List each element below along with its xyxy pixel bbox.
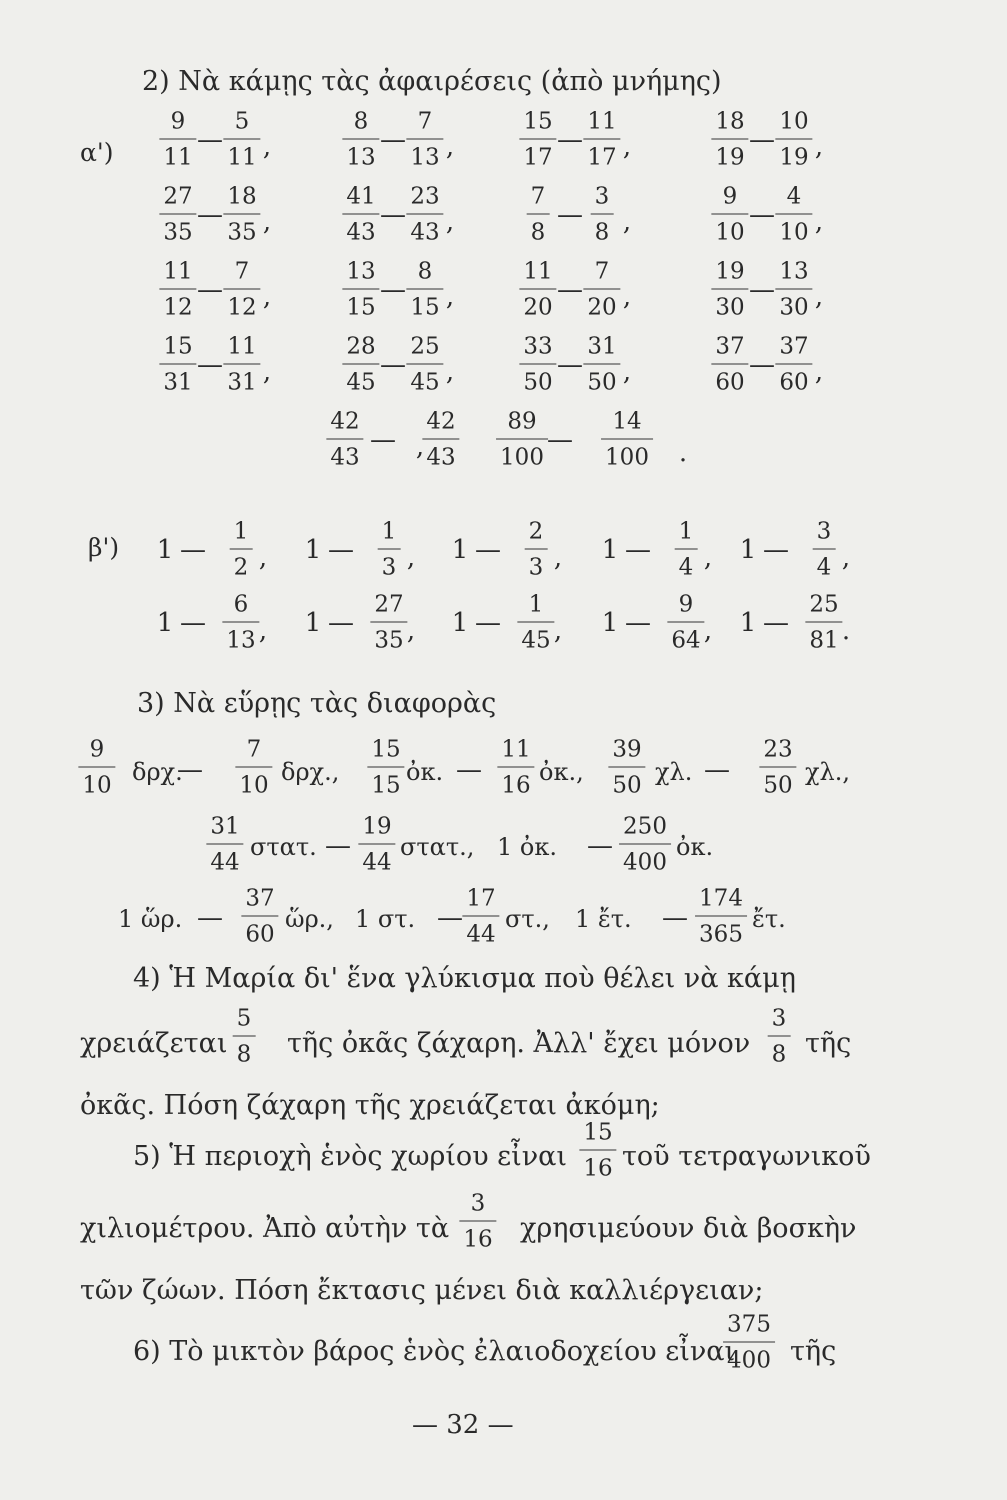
number-one: 1 [739,535,757,565]
comma: , [445,132,455,162]
comma: , [841,543,851,573]
minus-sign: — [557,125,583,155]
comma: , [262,207,272,237]
comma: , [445,207,455,237]
minus-sign: — [370,425,396,455]
fraction-subtrahend: 11 31 [223,336,260,395]
unit-chl: χλ., [805,758,851,786]
problem-6-line-1a: 6) Τὸ μικτὸν βάρος ἑνὸς ἐλαιοδοχείου εἶναι [133,1336,736,1367]
problem-5-line-2b: χρησιμεύουν διὰ βοσκὴν [520,1213,857,1244]
unit-stat: στατ., [400,833,475,861]
fraction: 7 10 [235,739,272,798]
problem-4-line-2b: τῆς ὀκᾶς ζάχαρη. Ἀλλ' ἔχει μόνον [287,1028,751,1059]
number-one: 1 [156,535,174,565]
comma: , [814,207,824,237]
minus-sign: — [380,200,406,230]
minus-sign: — [197,903,223,933]
comma: , [553,616,563,646]
problem-4-line-2a: χρειάζεται [80,1028,228,1059]
problem-4-fraction-a: 5 8 [233,1008,256,1067]
fraction: 15 15 [367,739,404,798]
number-one: 1 [304,535,322,565]
comma: , [622,282,632,312]
fraction: 23 50 [759,739,796,798]
minus-sign: — [547,425,573,455]
minus-sign: — [662,903,688,933]
comma: , [258,616,268,646]
period: . [841,616,851,646]
fraction-minuend: 9 11 [159,111,196,170]
minus-sign: — [437,903,463,933]
unit-oka: ὀκ. [676,833,714,861]
comma: , [703,616,713,646]
number-one: 1 [601,608,619,638]
one-year: 1 ἔτ. [575,905,632,933]
minus-sign: — [328,608,354,638]
one-oka: 1 ὀκ. [497,833,557,861]
fraction-subtrahend: 5 11 [223,111,260,170]
fraction: 9 64 [667,594,704,653]
fraction: 2 3 [525,521,548,580]
one-st: 1 στ. [355,905,416,933]
minus-sign: — [763,535,789,565]
comma: , [553,543,563,573]
fraction-subtrahend: 25 45 [406,336,443,395]
fraction-subtrahend: 7 12 [223,261,260,320]
problem-6-fraction-a: 375 400 [723,1314,775,1373]
fraction-subtrahend: 8 15 [406,261,443,320]
minus-sign: — [197,125,223,155]
minus-sign: — [475,608,501,638]
problem-5-line-1b: τοῦ τετραγωνικοῦ [622,1141,871,1172]
number-one: 1 [156,608,174,638]
part-beta-label: β') [88,533,120,562]
unit-stat: στατ. [250,833,317,861]
problem-4-line-2c: τῆς [805,1028,852,1059]
fraction-subtrahend: 4 10 [775,186,812,245]
fraction-minuend: 11 20 [519,261,556,320]
minus-sign: — [380,275,406,305]
fraction-subtrahend: 31 50 [583,336,620,395]
fraction-subtrahend: 18 35 [223,186,260,245]
minus-sign: — [456,755,482,785]
fraction-subtrahend: 42 43 [422,411,459,470]
fraction-minuend: 13 15 [342,261,379,320]
unit-oka: ὀκ. [406,758,444,786]
fraction-minuend: 7 8 [527,186,550,245]
fraction-subtrahend: 7 20 [583,261,620,320]
fraction-subtrahend: 14 100 [601,411,653,470]
minus-sign: — [749,275,775,305]
fraction-minuend: 89 100 [496,411,548,470]
minus-sign: — [328,535,354,565]
fraction-minuend: 11 12 [159,261,196,320]
comma: , [415,432,425,462]
fraction-subtrahend: 3 8 [591,186,614,245]
minus-sign: — [197,275,223,305]
fraction: 250 400 [619,816,671,875]
fraction: 31 44 [206,816,243,875]
problem-5-line-3: τῶν ζώων. Πόση ἔκτασις μένει διὰ καλλιέργειαν; [80,1275,764,1306]
minus-sign: — [587,831,613,861]
minus-sign: — [180,535,206,565]
problem-4-fraction-b: 3 8 [768,1008,791,1067]
comma: , [703,543,713,573]
minus-sign: — [763,608,789,638]
problem-5-line-2a: χιλιομέτρου. Ἀπὸ αὐτὴν τὰ [80,1213,450,1244]
fraction: 11 16 [497,739,534,798]
page-number: — 32 — [412,1410,514,1440]
comma: , [406,616,416,646]
minus-sign: — [380,125,406,155]
comma: , [445,357,455,387]
fraction-minuend: 42 43 [326,411,363,470]
comma: , [262,282,272,312]
problem-4-line-3: ὀκᾶς. Πόση ζάχαρη τῆς χρειάζεται ἀκόμη; [80,1090,660,1121]
unit-drachma: δρχ., [281,758,340,786]
fraction: 1 3 [378,521,401,580]
fraction-minuend: 15 31 [159,336,196,395]
minus-sign: — [625,535,651,565]
comma: , [445,282,455,312]
minus-sign: — [749,200,775,230]
minus-sign: — [749,350,775,380]
number-one: 1 [601,535,619,565]
fraction-subtrahend: 7 13 [406,111,443,170]
fraction-subtrahend: 23 43 [406,186,443,245]
fraction-subtrahend: 10 19 [775,111,812,170]
fraction: 1 2 [230,521,253,580]
number-one: 1 [451,535,469,565]
comma: , [622,207,632,237]
fraction-minuend: 9 10 [711,186,748,245]
minus-sign: — [177,755,203,785]
minus-sign: — [180,608,206,638]
fraction: 17 44 [462,888,499,947]
comma: , [258,543,268,573]
number-one: 1 [451,608,469,638]
number-one: 1 [304,608,322,638]
fraction: 27 35 [370,594,407,653]
period: . [678,438,688,468]
comma: , [262,357,272,387]
minus-sign: — [325,831,351,861]
minus-sign: — [704,755,730,785]
fraction: 39 50 [608,739,645,798]
minus-sign: — [197,200,223,230]
comma: , [622,357,632,387]
minus-sign: — [380,350,406,380]
minus-sign: — [557,200,583,230]
one-hour: 1 ὥρ. [118,905,183,933]
unit-st: στ., [505,905,550,933]
fraction-subtrahend: 11 17 [583,111,620,170]
comma: , [814,357,824,387]
problem-5-fraction-b: 3 16 [459,1193,496,1252]
unit-oka: ὀκ., [539,758,584,786]
fraction-minuend: 37 60 [711,336,748,395]
problem-6-line-1b: τῆς [790,1336,837,1367]
unit-drachma: δρχ. [132,758,183,786]
comma: , [406,543,416,573]
fraction-subtrahend: 37 60 [775,336,812,395]
section-3-heading: 3) Νὰ εὕρῃς τὰς διαφορὰς [137,688,497,719]
fraction-minuend: 41 43 [342,186,379,245]
fraction: 6 13 [222,594,259,653]
fraction: 19 44 [358,816,395,875]
minus-sign: — [749,125,775,155]
problem-5-fraction-a: 15 16 [579,1122,616,1181]
problem-5-line-1a: 5) Ἡ περιοχὴ ἑνὸς χωρίου εἶναι [133,1141,567,1172]
fraction: 3 4 [813,521,836,580]
fraction: 9 10 [78,739,115,798]
minus-sign: — [197,350,223,380]
unit-year: ἔτ. [752,905,786,933]
fraction-minuend: 28 45 [342,336,379,395]
fraction: 37 60 [241,888,278,947]
problem-4-line-1: 4) Ἡ Μαρία δι' ἕνα γλύκισμα ποὺ θέλει νὰ κάμῃ [133,963,796,994]
minus-sign: — [557,350,583,380]
fraction-subtrahend: 13 30 [775,261,812,320]
fraction-minuend: 27 35 [159,186,196,245]
fraction: 174 365 [695,888,747,947]
section-2-heading: 2) Νὰ κάμῃς τὰς ἀφαιρέσεις (ἀπὸ μνήμης) [142,66,722,97]
fraction-minuend: 19 30 [711,261,748,320]
fraction: 1 45 [517,594,554,653]
number-one: 1 [739,608,757,638]
fraction-minuend: 15 17 [519,111,556,170]
comma: , [814,282,824,312]
fraction: 1 4 [675,521,698,580]
fraction-minuend: 18 19 [711,111,748,170]
fraction-minuend: 33 50 [519,336,556,395]
unit-hour: ὥρ., [285,905,334,933]
minus-sign: — [625,608,651,638]
fraction: 25 81 [805,594,842,653]
comma: , [622,132,632,162]
part-alpha-label: α') [80,138,114,167]
minus-sign: — [475,535,501,565]
comma: , [814,132,824,162]
minus-sign: — [557,275,583,305]
fraction-minuend: 8 13 [342,111,379,170]
comma: , [262,132,272,162]
unit-chl: χλ. [655,758,693,786]
